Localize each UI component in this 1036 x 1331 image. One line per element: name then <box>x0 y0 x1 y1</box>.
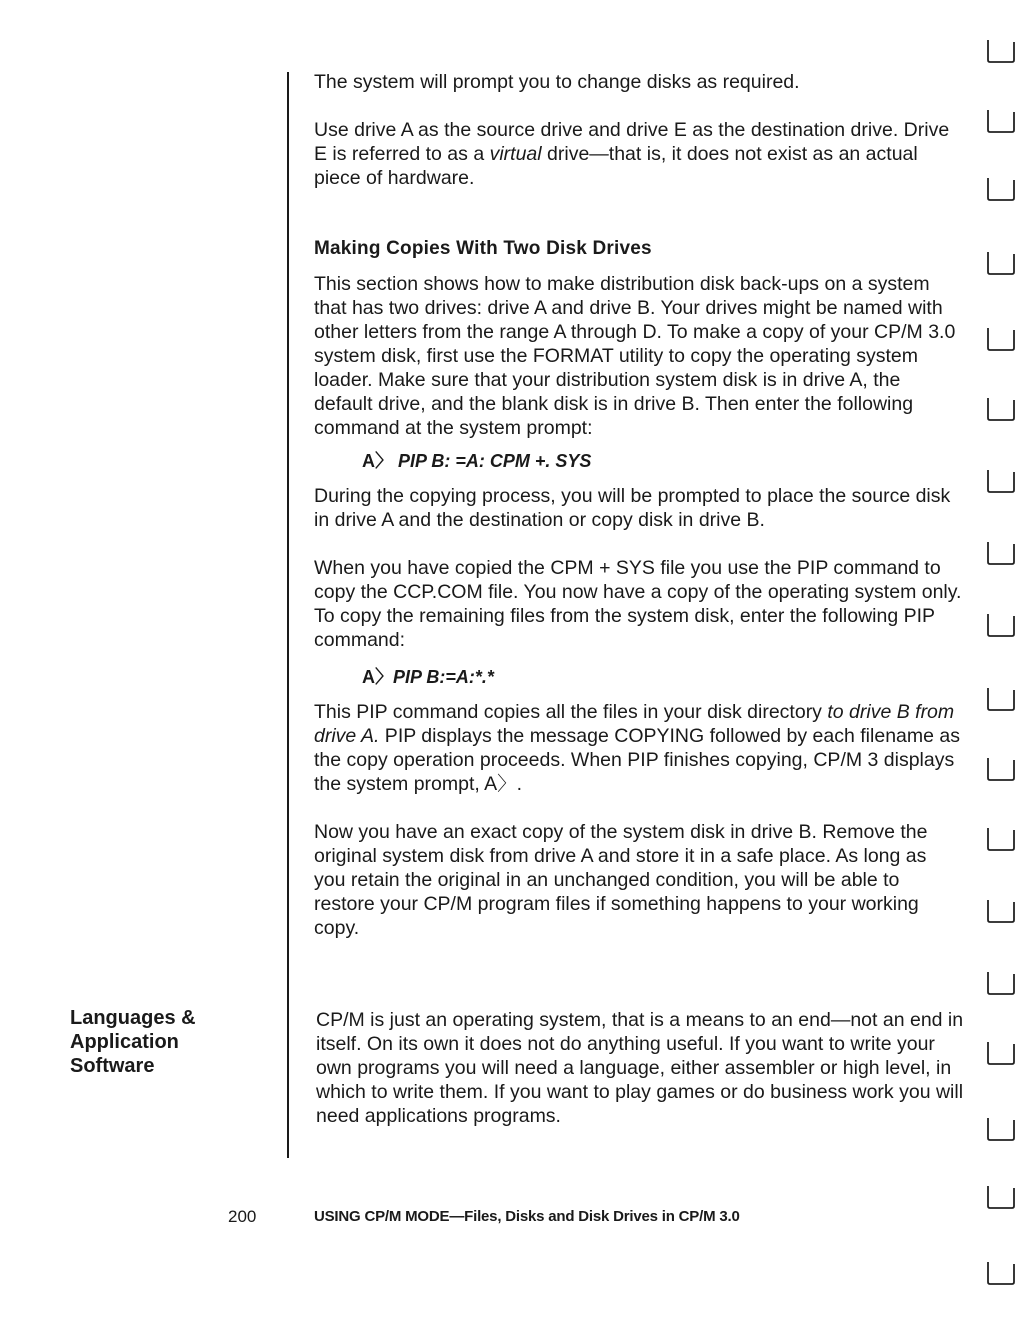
punch-hole-icon <box>982 326 1016 352</box>
punch-hole-icon <box>982 1116 1016 1142</box>
punch-hole-icon <box>982 612 1016 638</box>
languages-block <box>316 1008 964 1128</box>
section-paragraph-3: When you have copied the CPM + SYS file you use the PIP command to copy the CCP.COM file. You now have a copy of the operating system only. To copy the remaining files from the system disk, enter the following PIP command: <box>314 557 962 651</box>
intro-paragraph-1: The system will prompt you to change disks as required. <box>314 71 800 93</box>
punch-hole-icon <box>982 396 1016 422</box>
punch-hole-icon <box>982 826 1016 852</box>
punch-hole-icon <box>982 540 1016 566</box>
section-paragraph-2: During the copying process, you will be prompted to place the source disk in drive A and the destination or copy disk in drive B. <box>314 485 951 531</box>
intro-paragraph-2: Use drive A as the source drive and drive E as the destination drive. Drive E is referred to as a virtual drive—that is, it does not exist as an actual piece of hardware. <box>314 119 950 189</box>
punch-hole-icon <box>982 756 1016 782</box>
section-paragraph-5: Now you have an exact copy of the system disk in drive B. Remove the original system disk from drive A and store it in a safe place. As long as you retain the original in an unchanged condition, you will be able to restore your CP/M program files if something happens to your working copy. <box>314 821 928 939</box>
punch-hole-icon <box>982 108 1016 134</box>
punch-hole-icon <box>982 468 1016 494</box>
punch-hole-icon <box>982 176 1016 202</box>
running-footer: USING CP/M MODE—Files, Disks and Disk Drives in CP/M 3.0 <box>314 1208 740 1225</box>
punch-hole-icon <box>982 686 1016 712</box>
intro-block <box>314 70 962 190</box>
sidebar-heading: Languages & Application Software <box>70 1007 196 1077</box>
two-drives-section <box>314 237 962 940</box>
languages-paragraph: CP/M is just an operating system, that is a means to an end—not an end in itself. On its own it does not do anything useful. If you want to write your own programs you will need a language, either assembler or high level, in which to write them. If you want to play games or do business work you will need applications programs. <box>316 1009 964 1127</box>
page-number: 200 <box>228 1207 257 1226</box>
command-line-2: A〉PIP B:=A:*.* <box>362 667 494 687</box>
punch-hole-icon <box>982 1184 1016 1210</box>
command-line-1: A〉 PIP B: =A: CPM +. SYS <box>362 451 592 471</box>
punch-hole-icon <box>982 970 1016 996</box>
punch-hole-icon <box>982 250 1016 276</box>
punch-hole-icon <box>982 38 1016 64</box>
margin-rule <box>287 72 289 1158</box>
punch-hole-icon <box>982 898 1016 924</box>
section-paragraph-1: This section shows how to make distribution disk back-ups on a system that has two drives: drive A and drive B. Your drives might be named with other letters from the range A through D. To make a copy of your CP/M 3.0 system disk, first use the FORMAT utility to copy the operating system loader. Make sure that your distribution system disk is in drive A, the default drive, and the blank disk is in drive B. Then enter the following command at the system prompt: <box>314 273 956 439</box>
section-paragraph-4: This PIP command copies all the files in your disk directory to drive B from drive A. PIP displays the message COPYING followed by each filename as the copy operation proceeds. When PIP finishes copying, CP/M 3 displays the system prompt, A〉. <box>314 701 960 795</box>
punch-hole-icon <box>982 1260 1016 1286</box>
punch-hole-icon <box>982 1040 1016 1066</box>
section-heading: Making Copies With Two Disk Drives <box>314 238 652 259</box>
